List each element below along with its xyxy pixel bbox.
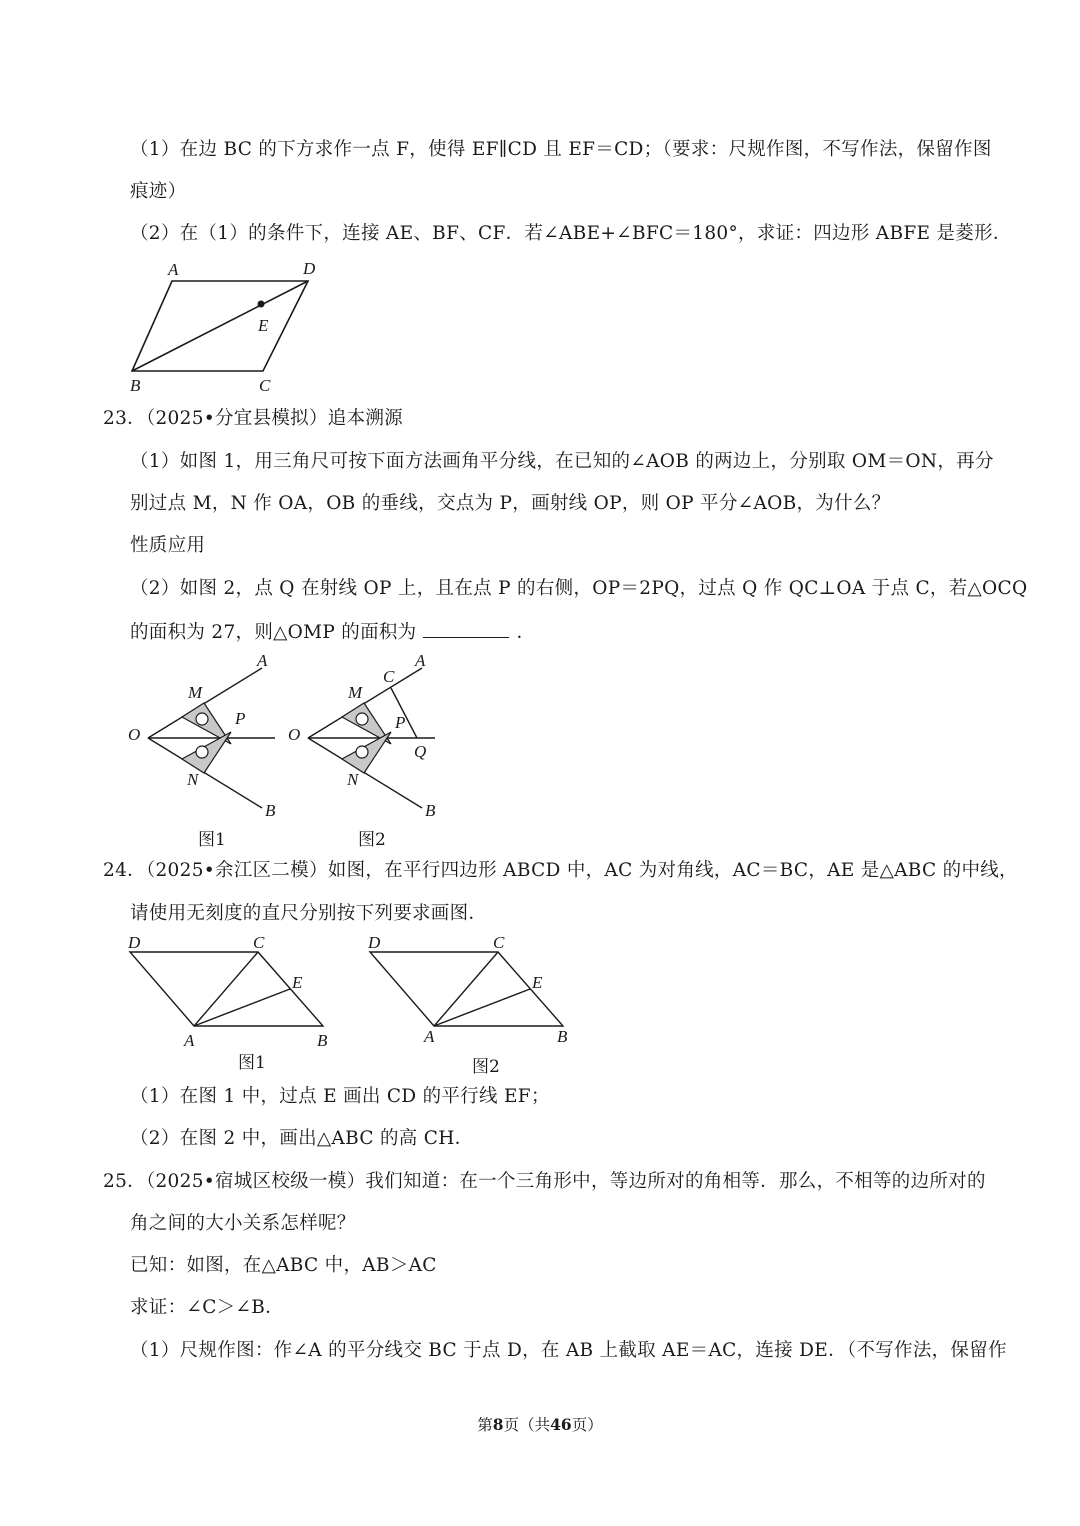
label-n: N xyxy=(187,770,199,789)
answer-blank xyxy=(423,619,509,638)
label-e: E xyxy=(258,316,269,335)
footer-total: 46 xyxy=(550,1415,572,1434)
caption-fig2: 图2 xyxy=(358,830,386,850)
label-m: M xyxy=(188,683,203,702)
label-a: A xyxy=(168,260,179,279)
q24-line2: 请使用无刻度的直尺分别按下列要求画图． xyxy=(130,903,488,924)
label-m: M xyxy=(348,683,363,702)
q23-part2-line2 xyxy=(130,619,535,645)
q23-part2-text: 的面积为 27，则△OMP 的面积为 xyxy=(130,622,417,643)
q24-part1: （1）在图 1 中，过点 E 画出 CD 的平行线 EF； xyxy=(130,1086,550,1107)
label-a: A xyxy=(184,1031,195,1050)
q22-part1-line2: 痕迹） xyxy=(130,181,187,202)
q23-part1-line2: 别过点 M，N 作 OA，OB 的垂线，交点为 P，画射线 OP，则 OP 平分∠AOB，为什么？ xyxy=(130,493,891,514)
q24-title: 24．（2025•余江区二模）如图，在平行四边形 ABCD 中，AC 为对角线，AC＝BC，AE 是△ABC 的中线， xyxy=(103,860,1018,881)
label-b: B xyxy=(130,376,141,395)
label-c: C xyxy=(259,376,271,395)
q22-part1-line1: （1）在边 BC 的下方求作一点 F，使得 EF∥CD 且 EF＝CD；（要求：尺规作图，不写作法，保留作图 xyxy=(130,139,992,160)
median-ae xyxy=(194,989,290,1026)
q22-part2: （2）在（1）的条件下，连接 AE、BF、CF．若∠ABE+∠BFC＝180°，求证：四边形 ABFE 是菱形． xyxy=(130,223,1012,244)
label-c: C xyxy=(253,933,265,952)
caption-fig1: 图1 xyxy=(238,1053,266,1073)
label-b: B xyxy=(265,801,276,820)
q25-known: 已知：如图，在△ABC 中，AB＞AC xyxy=(130,1255,437,1276)
label-d: D xyxy=(303,259,316,278)
bisector-figure-1 xyxy=(120,648,290,853)
page-footer xyxy=(0,1413,1080,1435)
label-c: C xyxy=(383,667,395,686)
median-ae xyxy=(434,989,530,1026)
label-d: D xyxy=(128,933,141,952)
label-b: B xyxy=(425,801,436,820)
label-a: A xyxy=(424,1027,435,1046)
q25-line2: 角之间的大小关系怎样呢？ xyxy=(130,1213,356,1234)
label-a: A xyxy=(257,651,268,670)
q23-part1-line1: （1）如图 1，用三角尺可按下面方法画角平分线，在已知的∠AOB 的两边上，分别取 OM＝ON，再分 xyxy=(130,451,994,472)
diagonal-ac xyxy=(434,952,498,1026)
caption-fig1: 图1 xyxy=(198,830,226,850)
q23-subheading: 性质应用 xyxy=(130,535,206,556)
label-c: C xyxy=(493,933,505,952)
abcd-figure-2 xyxy=(360,930,590,1075)
label-n: N xyxy=(347,770,359,789)
label-d: D xyxy=(368,933,381,952)
footer-suffix: 页） xyxy=(571,1416,603,1434)
label-b: B xyxy=(557,1027,568,1046)
bisector-figure-2 xyxy=(280,648,450,853)
label-p: P xyxy=(235,709,246,728)
label-e: E xyxy=(292,973,303,992)
label-e: E xyxy=(532,973,543,992)
label-o: O xyxy=(288,725,301,744)
q25-part1: （1）尺规作图：作∠A 的平分线交 BC 于点 D，在 AB 上截取 AE＝AC，连接 DE．（不写作法，保留作 xyxy=(130,1340,1007,1361)
q23-part2-end: ． xyxy=(516,622,536,643)
q25-title: 25．（2025•宿城区校级一模）我们知道：在一个三角形中，等边所对的角相等．那么，不相等的边所对的 xyxy=(103,1171,986,1192)
diagonal-bd xyxy=(132,281,308,371)
abcd-figure-1 xyxy=(120,930,350,1075)
footer-prefix: 第 xyxy=(477,1416,493,1434)
footer-middle: 页（共 xyxy=(503,1416,551,1434)
q24-part2: （2）在图 2 中，画出△ABC 的高 CH． xyxy=(130,1128,474,1149)
q23-part2-line1: （2）如图 2，点 Q 在射线 OP 上，且在点 P 的右侧，OP＝2PQ，过点 Q 作 QC⊥OA 于点 C，若△OCQ xyxy=(130,578,1028,599)
diagonal-ac xyxy=(194,952,258,1026)
q23-title: 23．（2025•分宜县模拟）追本溯源 xyxy=(103,408,403,429)
q25-prove: 求证：∠C＞∠B． xyxy=(130,1297,284,1318)
label-q: Q xyxy=(414,742,427,761)
label-p: P xyxy=(395,713,406,732)
label-a: A xyxy=(415,651,426,670)
footer-page: 8 xyxy=(492,1415,504,1434)
label-o: O xyxy=(128,725,141,744)
parallelogram-figure xyxy=(120,255,340,400)
caption-fig2: 图2 xyxy=(472,1057,500,1077)
label-b: B xyxy=(317,1031,328,1050)
point-e xyxy=(258,301,265,308)
